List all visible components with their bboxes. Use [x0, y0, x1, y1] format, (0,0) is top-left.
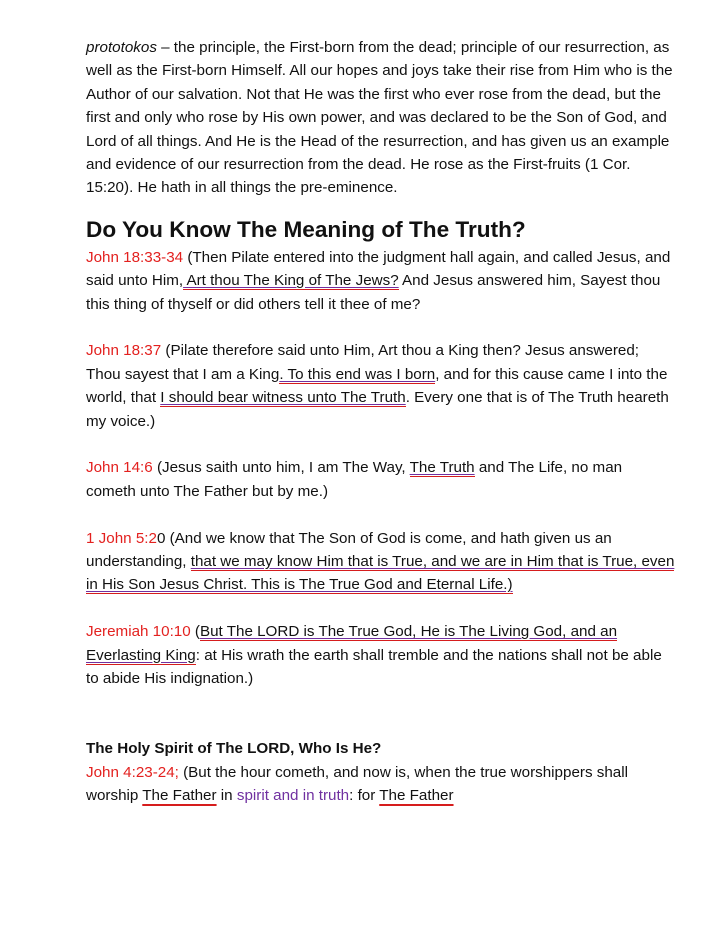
verse-text: (Then Pilate entered into the judgment hall again, and called Jesus, and said unto Him,	[86, 248, 671, 290]
underlined-text: The Truth	[409, 459, 475, 477]
verse-1-john-5-20	[86, 527, 676, 597]
verse-text: And Jesus answered him, Sayest thou this thing of thyself or did others tell it thee of me?	[86, 272, 661, 313]
spacer	[86, 433, 676, 456]
underlined-text: The Father	[142, 787, 217, 805]
verse-john-18-37	[86, 339, 676, 433]
verse-john-18-33	[86, 246, 676, 316]
verse-text: . Every one that is of The Truth heareth my voice.)	[86, 389, 669, 430]
verse-text: : for	[349, 787, 380, 805]
verse-john-4-23	[86, 761, 676, 808]
intro-term: prototokos	[86, 39, 157, 56]
underlined-text: Art thou The King of The Jews?	[183, 272, 399, 290]
document-page	[86, 36, 676, 808]
spacer	[86, 503, 676, 526]
highlighted-text: spirit and in truth	[236, 787, 350, 805]
underlined-text: I should bear witness unto The Truth	[160, 389, 406, 407]
verse-text: 0 (And we know that The Son of God is come, and hath given us an understanding,	[86, 529, 612, 571]
verse-jeremiah-10-10	[86, 620, 676, 690]
spacer	[86, 316, 676, 339]
verse-text: (	[190, 623, 200, 641]
underlined-text: But The LORD is The True God, He is The Living God, and an Everlasting King	[86, 623, 618, 664]
section-heading: Do You Know The Meaning of The Truth?	[86, 216, 526, 242]
underlined-text: . To this end was I born	[279, 365, 436, 383]
subsection-heading: The Holy Spirit of The LORD, Who Is He?	[86, 740, 382, 758]
verse-text: (Jesus saith unto him, I am The Way,	[152, 459, 410, 477]
underlined-text: The Father	[379, 787, 454, 805]
verse-text: and The Life, no man cometh unto The Father but by me.)	[86, 459, 623, 500]
verse-text: (Pilate therefore said unto Him, Art thou a King then? Jesus answered; Thou sayest that I am a King	[86, 342, 639, 383]
spacer	[86, 597, 676, 620]
verse-reference: Jeremiah 10:10	[86, 623, 191, 641]
verse-reference: John 18:37	[86, 342, 162, 360]
verse-text: in	[216, 787, 237, 805]
spacer	[86, 714, 676, 737]
verse-reference: 1 John 5:2	[86, 529, 157, 547]
verse-text: (But the hour cometh, and now is, when the true worshippers shall worship	[86, 763, 629, 805]
verse-reference: John 14:6	[86, 459, 153, 477]
verse-text: : at His wrath the earth shall tremble and the nations shall not be able to abide His indignation.)	[86, 646, 662, 688]
intro-paragraph	[86, 36, 676, 200]
verse-text: , and for this cause came I into the world, that	[86, 365, 668, 407]
underlined-text: that we may know Him that is True, and we are in Him that is True, even in His Son Jesus Christ. This is The True God and Eternal Life.)	[86, 553, 675, 594]
verse-john-14-6	[86, 456, 676, 503]
verse-reference: John 18:33-34	[86, 248, 184, 266]
intro-text: – the principle, the First-born from the dead; principle of our resurrection, as well as the First-born Himself. All our hopes and joys take their rise from Him who is the Author of our salvation. Not that He was the first who ever rose from the dead, but the first and only who rose by His own power, and was declared to be the Son of God, and Lord of all things. And He is the Head of the resurrection, and has given us an example and evidence of our resurrection from the dead. He rose as the First-fruits (1 Cor. 15:20). He hath in all things the pre-eminence.	[86, 39, 673, 197]
verse-reference: John 4:23-24;	[86, 763, 179, 781]
spacer	[86, 691, 676, 714]
